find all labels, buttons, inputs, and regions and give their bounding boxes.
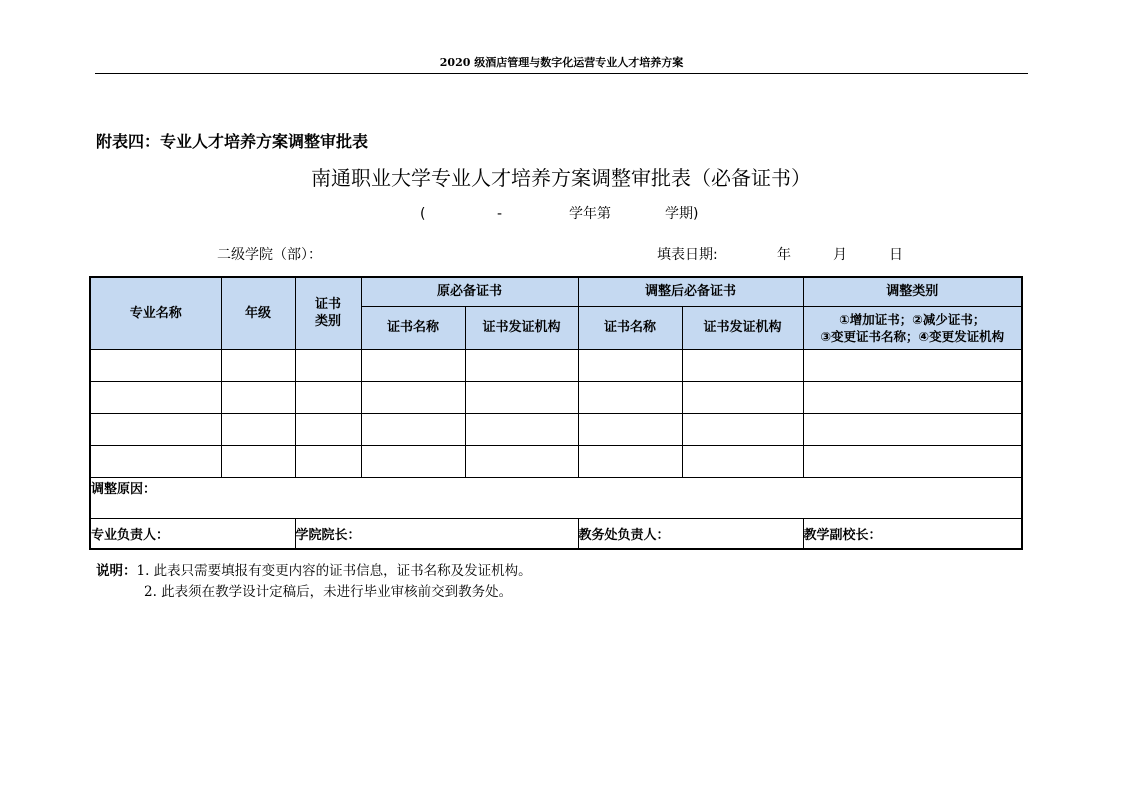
note-item-1-line bbox=[96, 561, 532, 582]
cell-adjusted-cert-name[interactable] bbox=[578, 413, 682, 445]
cell-original-cert-name[interactable] bbox=[361, 445, 465, 477]
term-dash: - bbox=[497, 206, 503, 222]
col-header-cert-type bbox=[295, 277, 361, 349]
running-header-title: 2020 级酒店管理与数字化运营专业人才培养方案 bbox=[439, 56, 684, 69]
adjust-reason-field[interactable] bbox=[90, 477, 1022, 518]
note-item-2: 2. 此表须在教学设计定稿后，未进行毕业审核前交到教务处。 bbox=[144, 584, 513, 600]
cell-grade[interactable] bbox=[221, 381, 295, 413]
cell-grade[interactable] bbox=[221, 445, 295, 477]
cell-cert-type[interactable] bbox=[295, 445, 361, 477]
cell-original-issuer[interactable] bbox=[465, 413, 578, 445]
cell-adjusted-issuer[interactable] bbox=[682, 413, 803, 445]
cell-cert-type[interactable] bbox=[295, 381, 361, 413]
group-header-adjust-category: 调整类别 bbox=[803, 277, 1022, 306]
cell-original-issuer[interactable] bbox=[465, 381, 578, 413]
cell-cert-type[interactable] bbox=[295, 413, 361, 445]
table-row bbox=[90, 445, 1022, 477]
vice-president-label: 教学副校长： bbox=[803, 527, 882, 543]
term-school-year-label: 学年第 bbox=[569, 206, 611, 222]
academic-affairs-signature-field[interactable] bbox=[578, 518, 803, 549]
appendix-title: 附表四：专业人才培养方案调整审批表 bbox=[96, 132, 369, 151]
cell-original-issuer[interactable] bbox=[465, 445, 578, 477]
major-lead-label: 专业负责人： bbox=[91, 527, 170, 543]
group-header-adjusted-cert: 调整后必备证书 bbox=[578, 277, 803, 306]
date-day-label: 日 bbox=[889, 247, 903, 263]
group-header-original-cert: 原必备证书 bbox=[361, 277, 578, 306]
category-options bbox=[803, 306, 1022, 349]
term-open-paren: ( bbox=[420, 206, 426, 222]
dean-label: 学院院长： bbox=[295, 527, 361, 543]
major-lead-signature-field[interactable] bbox=[90, 518, 295, 549]
sub-header-original-issuer: 证书发证机构 bbox=[465, 306, 578, 349]
cell-grade[interactable] bbox=[221, 413, 295, 445]
academic-affairs-label: 教务处负责人： bbox=[578, 527, 670, 543]
cell-adjusted-issuer[interactable] bbox=[682, 381, 803, 413]
cert-type-line2: 类别 bbox=[314, 314, 341, 330]
cell-adjust-category[interactable] bbox=[803, 413, 1022, 445]
cell-adjust-category[interactable] bbox=[803, 349, 1022, 381]
cell-original-issuer[interactable] bbox=[465, 349, 578, 381]
note-item-1: 1. 此表只需要填报有变更内容的证书信息，证书名称及发证机构。 bbox=[136, 563, 532, 579]
cell-major-name[interactable] bbox=[90, 349, 221, 381]
cell-adjusted-issuer[interactable] bbox=[682, 349, 803, 381]
notes-label: 说明： bbox=[96, 563, 137, 579]
category-options-line1: ①增加证书；②减少证书； bbox=[839, 311, 986, 327]
table-row bbox=[90, 381, 1022, 413]
sub-header-adjusted-cert-name: 证书名称 bbox=[578, 306, 682, 349]
fill-date-label: 填表日期: bbox=[657, 247, 718, 263]
cell-original-cert-name[interactable] bbox=[361, 349, 465, 381]
college-label: 二级学院（部）： bbox=[217, 247, 322, 263]
cell-grade[interactable] bbox=[221, 349, 295, 381]
sub-header-adjusted-issuer: 证书发证机构 bbox=[682, 306, 803, 349]
date-year-label: 年 bbox=[777, 247, 791, 263]
cert-type-line1: 证书 bbox=[314, 297, 341, 313]
adjust-reason-label: 调整原因： bbox=[91, 481, 157, 497]
header-rule bbox=[95, 73, 1028, 74]
date-month-label: 月 bbox=[833, 247, 847, 263]
cell-original-cert-name[interactable] bbox=[361, 381, 465, 413]
col-header-grade: 年级 bbox=[221, 277, 295, 349]
cell-major-name[interactable] bbox=[90, 381, 221, 413]
dean-signature-field[interactable] bbox=[295, 518, 578, 549]
approval-table bbox=[89, 276, 1023, 550]
cell-adjusted-issuer[interactable] bbox=[682, 445, 803, 477]
cell-adjust-category[interactable] bbox=[803, 445, 1022, 477]
cell-adjusted-cert-name[interactable] bbox=[578, 445, 682, 477]
table-row bbox=[90, 349, 1022, 381]
cell-major-name[interactable] bbox=[90, 445, 221, 477]
table-row bbox=[90, 413, 1022, 445]
cell-adjust-category[interactable] bbox=[803, 381, 1022, 413]
cell-major-name[interactable] bbox=[90, 413, 221, 445]
cell-cert-type[interactable] bbox=[295, 349, 361, 381]
vice-president-signature-field[interactable] bbox=[803, 518, 1022, 549]
col-header-major-name: 专业名称 bbox=[90, 277, 221, 349]
cell-adjusted-cert-name[interactable] bbox=[578, 381, 682, 413]
cell-original-cert-name[interactable] bbox=[361, 413, 465, 445]
form-title: 南通职业大学专业人才培养方案调整审批表（必备证书） bbox=[311, 166, 811, 190]
sub-header-original-cert-name: 证书名称 bbox=[361, 306, 465, 349]
category-options-line2: ③变更证书名称；④变更发证机构 bbox=[820, 328, 1005, 344]
term-semester-label: 学期) bbox=[665, 206, 699, 222]
notes-block bbox=[96, 561, 532, 603]
cell-adjusted-cert-name[interactable] bbox=[578, 349, 682, 381]
